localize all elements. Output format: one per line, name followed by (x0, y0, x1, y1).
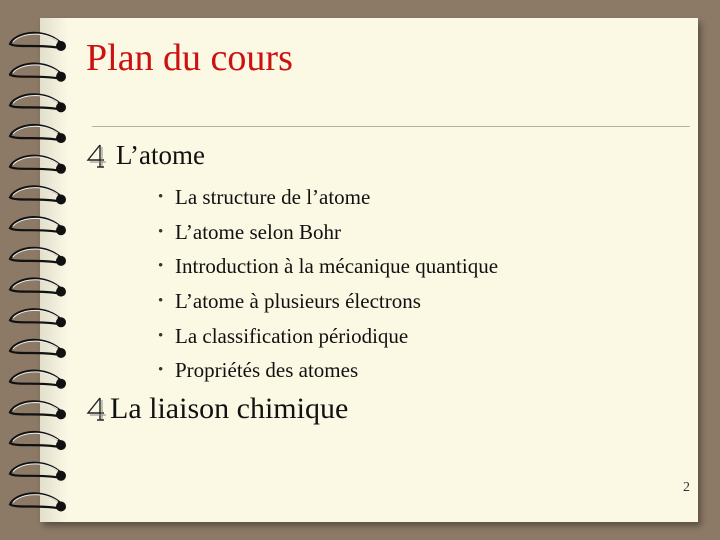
spiral-ring (10, 94, 66, 112)
bullet-dot-icon: • (158, 362, 164, 379)
list-item (158, 319, 498, 354)
list-item (158, 353, 498, 388)
bullet-dot-icon: • (158, 189, 164, 205)
spiral-ring (10, 156, 66, 174)
spiral-ring (10, 340, 66, 358)
spiral-ring (10, 309, 66, 327)
spiral-ring (10, 279, 66, 297)
spiral-ring (10, 401, 66, 419)
spiral-ring (10, 432, 66, 450)
slide-title: Plan du cours (86, 37, 293, 79)
spiral-ring (10, 217, 66, 235)
bullet-dot-icon: • (158, 223, 164, 240)
numeral-four-bullet-icon (86, 143, 108, 169)
atome-subtopics-list (158, 180, 498, 388)
spiral-ring (10, 64, 66, 82)
section-label: L’atome (116, 140, 205, 170)
numeral-four-bullet-icon (86, 396, 108, 422)
spiral-ring (10, 463, 66, 481)
page-number: 2 (683, 480, 690, 495)
list-item-label: La structure de l’atome (175, 185, 371, 209)
section-label: La liaison chimique (110, 392, 349, 425)
list-item-label: L’atome selon Bohr (175, 219, 342, 244)
list-item (158, 180, 498, 215)
list-item (158, 284, 498, 319)
section-liaison-chimique (86, 392, 348, 426)
title-divider (92, 126, 690, 127)
section-atome (86, 140, 205, 171)
list-item (158, 215, 498, 250)
spiral-ring (10, 493, 66, 511)
spiral-ring (10, 371, 66, 389)
spiral-ring (10, 125, 66, 143)
list-item (158, 249, 498, 284)
list-item-label: La classification périodique (175, 323, 409, 348)
spiral-binding-icon (0, 0, 80, 540)
bullet-dot-icon: • (158, 327, 164, 344)
spiral-ring (10, 186, 66, 204)
spiral-ring (10, 33, 66, 51)
list-item-label: Introduction à la mécanique quantique (175, 254, 499, 279)
bullet-dot-icon: • (158, 293, 164, 310)
list-item-label: Propriétés des atomes (175, 358, 359, 383)
bullet-dot-icon: • (158, 258, 164, 275)
list-item-label: L’atome à plusieurs électrons (175, 289, 421, 314)
spiral-ring (10, 248, 66, 266)
